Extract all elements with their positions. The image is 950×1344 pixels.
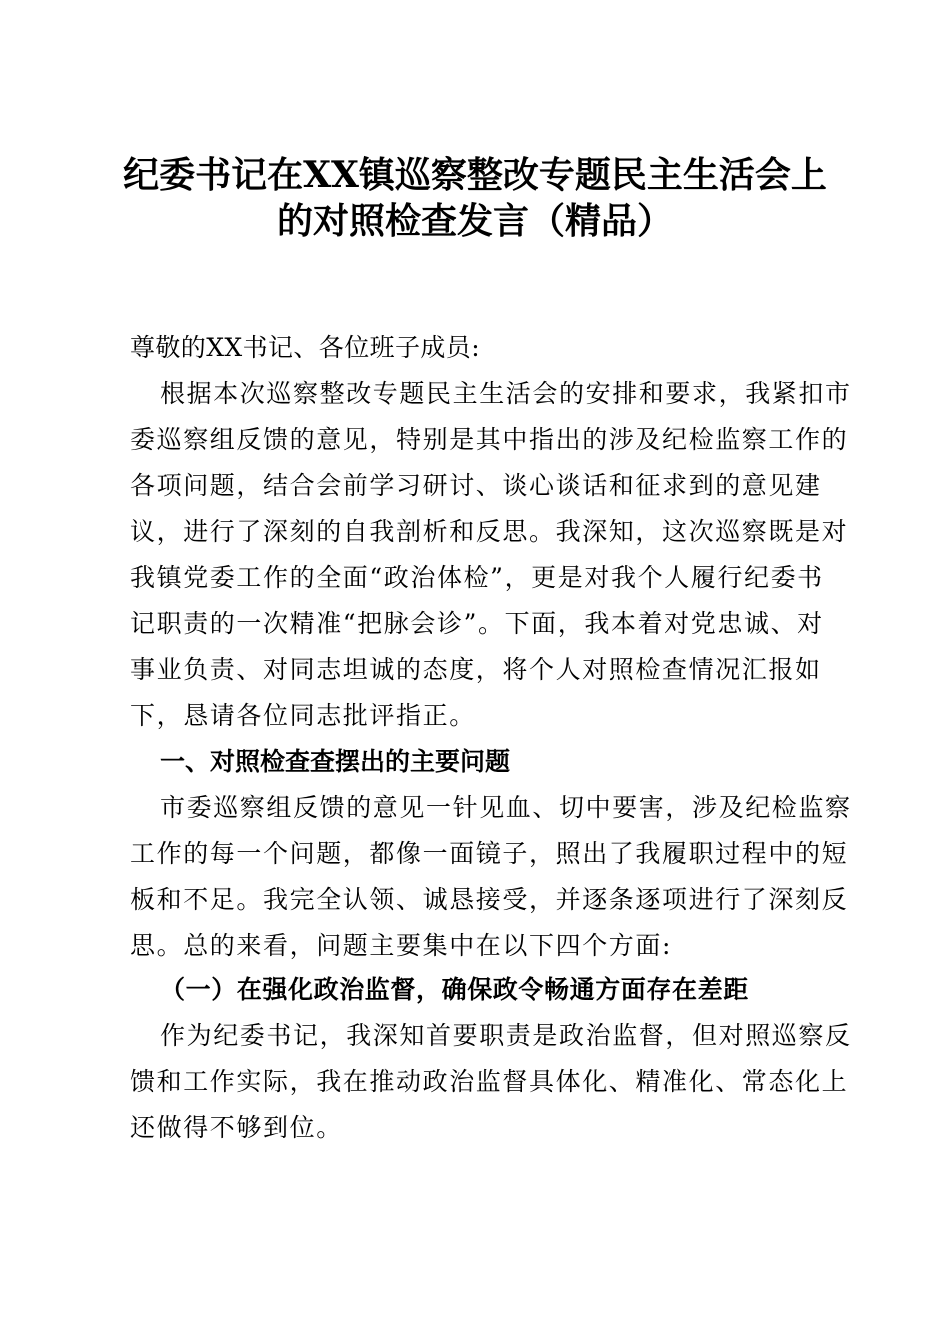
intro-paragraph-line: 根据本次巡察整改专题民主生活会的安排和要求，我紧扣市 bbox=[160, 379, 852, 408]
intro-paragraph-line: 议，进行了深刻的自我剖析和反思。我深知，这次巡察既是对 bbox=[130, 517, 849, 546]
intro-paragraph-line: 各项问题，结合会前学习研讨、谈心谈话和征求到的意见建 bbox=[130, 471, 822, 500]
intro-paragraph-line: 记职责的一次精准“把脉会诊”。下面，我本着对党忠诚、对 bbox=[130, 609, 824, 638]
subsection-paragraph-line: 还做得不够到位。 bbox=[130, 1113, 343, 1142]
intro-paragraph-line: 委巡察组反馈的意见，特别是其中指出的涉及纪检监察工作的 bbox=[130, 425, 849, 454]
section-heading: 一、对照检查查摆出的主要问题 bbox=[160, 747, 511, 776]
section-paragraph-line: 板和不足。我完全认领、诚恳接受，并逐条逐项进行了深刻反 bbox=[130, 885, 849, 914]
subsection-paragraph-line: 馈和工作实际，我在推动政治监督具体化、精准化、常态化上 bbox=[130, 1067, 849, 1096]
salutation: 尊敬的XX书记、各位班子成员: bbox=[130, 333, 481, 362]
section-paragraph-line: 思。总的来看，问题主要集中在以下四个方面: bbox=[130, 931, 673, 960]
document-title-line-2: 的对照检查发言（精品） bbox=[276, 200, 673, 242]
intro-paragraph-line: 下，恳请各位同志批评指正。 bbox=[130, 701, 476, 730]
intro-paragraph-line: 我镇党委工作的全面“政治体检”，更是对我个人履行纪委书 bbox=[130, 563, 824, 592]
section-paragraph-line: 工作的每一个问题，都像一面镜子，照出了我履职过程中的短 bbox=[130, 839, 849, 868]
subsection-heading: （一）在强化政治监督，确保政令畅通方面存在差距 bbox=[160, 975, 749, 1004]
subsection-paragraph-line: 作为纪委书记，我深知首要职责是政治监督，但对照巡察反 bbox=[160, 1021, 852, 1050]
intro-paragraph-line: 事业负责、对同志坦诚的态度，将个人对照检查情况汇报如 bbox=[130, 655, 822, 684]
document-title-line-1: 纪委书记在XX镇巡察整改专题民主生活会上 bbox=[123, 154, 827, 196]
section-paragraph-line: 市委巡察组反馈的意见一针见血、切中要害，涉及纪检监察 bbox=[160, 793, 852, 822]
